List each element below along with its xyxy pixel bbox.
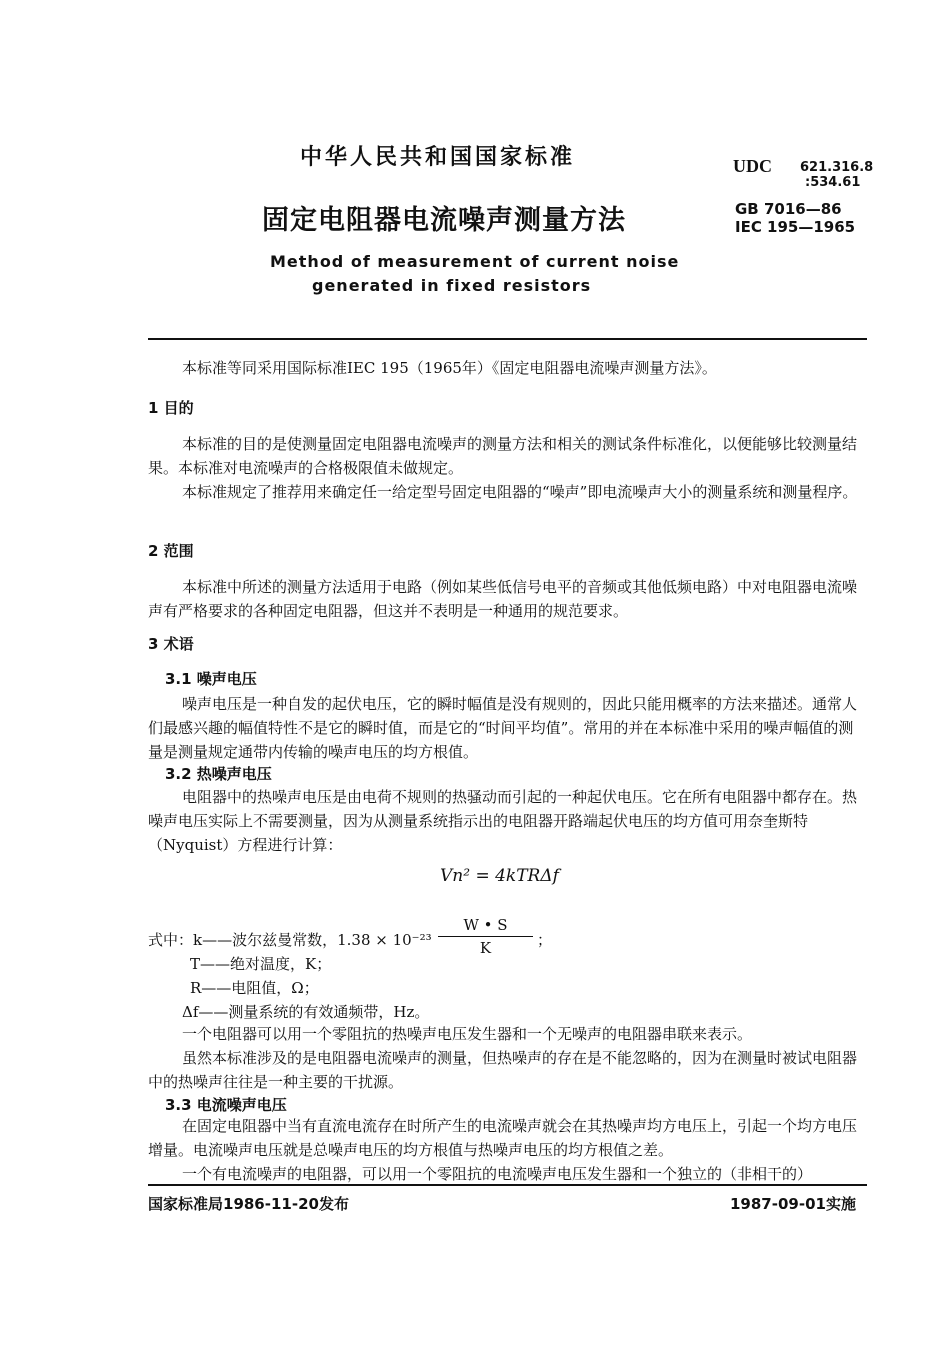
section-3-2-paragraph-1: 电阻器中的热噪声电压是由电荷不规则的热骚动而引起的一种起伏电压。它在所有电阻器中都存在。热噪声电压实际上不需要测量，因为从测量系统指示出的电阻器开路端起伏电压的均方值可用奈奎斯特（Nyquist）方程进行计算： [148, 788, 858, 854]
section-3-1-paragraph: 噪声电压是一种自发的起伏电压，它的瞬时幅值是没有规则的，因此只能用概率的方法来描述。通常人们最感兴趣的幅值特性不是它的瞬时值，而是它的“时间平均值”。常用的并在本标准中采用的噪声幅值的测量是测量规定通带内传输的噪声电压的均方根值。 [148, 695, 858, 761]
udc-code-2: :534.61 [805, 175, 861, 190]
section-1-paragraph-1: 本标准的目的是使测量固定电阻器电流噪声的测量方法和相关的测试条件标准化，以便能够比较测量结果。本标准对电流噪声的合格极限值未做规定。 [148, 435, 858, 477]
where-k-definition: 式中：k——波尔兹曼常数，1.38 × 10⁻²³ [148, 931, 432, 949]
effective-date: 1987-09-01实施 [730, 1195, 856, 1213]
footer-divider [148, 1184, 867, 1186]
nyquist-formula: Vn² = 4kTRΔf [440, 866, 559, 886]
section-3-2-heading: 3.2 热噪声电压 [165, 765, 272, 783]
intro-paragraph: 本标准等同采用国际标准IEC 195（1965年）《固定电阻器电流噪声测量方法》。 [182, 359, 717, 377]
unit-denominator: K [479, 939, 492, 957]
unit-fraction [438, 915, 533, 958]
section-2-paragraph-1: 本标准中所述的测量方法适用于电路（例如某些低信号电平的音频或其他低频电路）中对电阻器电流噪声有严格要求的各种固定电阻器，但这并不表明是一种通用的规范要求。 [148, 578, 858, 620]
standard-body-title: 中华人民共和国国家标准 [300, 145, 576, 170]
where-r-definition: R——电阻值，Ω； [190, 979, 319, 997]
section-2-heading: 2 范围 [148, 542, 194, 560]
english-title-line-1: Method of measurement of current noise [270, 252, 680, 271]
section-3-2-paragraph-3: 虽然本标准涉及的是电阻器电流噪声的测量，但热噪声的存在是不能忽略的，因为在测量时被试电阻器中的热噪声往往是一种主要的干扰源。 [148, 1049, 858, 1091]
section-3-3-heading: 3.3 电流噪声电压 [165, 1096, 287, 1114]
udc-code-1: 621.316.8 [800, 160, 874, 175]
header-divider [148, 338, 867, 340]
section-3-3-paragraph-2: 一个有电流噪声的电阻器，可以用一个零阻抗的电流噪声电压发生器和一个独立的（非相干的） [182, 1165, 813, 1183]
section-3-3-paragraph-1: 在固定电阻器中当有直流电流存在时所产生的电流噪声就会在其热噪声均方电压上，引起一个均方电压增量。电流噪声电压就是总噪声电压的均方根值与热噪声电压的均方根值之差。 [148, 1117, 858, 1159]
fraction-bar [438, 936, 533, 937]
iec-code: IEC 195—1965 [735, 218, 856, 236]
udc-label: UDC [733, 156, 772, 176]
issue-date: 国家标准局1986-11-20发布 [148, 1195, 349, 1213]
section-3-1-heading: 3.1 噪声电压 [165, 670, 257, 688]
section-3-heading: 3 术语 [148, 635, 194, 653]
unit-numerator: W • S [463, 916, 508, 934]
document-title: 固定电阻器电流噪声测量方法 [262, 205, 626, 236]
section-3-2-paragraph-2: 一个电阻器可以用一个零阻抗的热噪声电压发生器和一个无噪声的电阻器串联来表示。 [182, 1025, 753, 1043]
section-1-heading: 1 目的 [148, 399, 194, 417]
where-f-definition: Δf——测量系统的有效通频带，Hz。 [182, 1003, 430, 1021]
unit-terminator: ； [537, 931, 553, 949]
gb-code: GB 7016—86 [735, 200, 842, 218]
section-1-paragraph-2: 本标准规定了推荐用来确定任一给定型号固定电阻器的“噪声”即电流噪声大小的测量系统和测量程序。 [182, 483, 858, 501]
english-title-line-2: generated in fixed resistors [312, 276, 592, 295]
where-t-definition: T——绝对温度，K； [190, 955, 332, 973]
